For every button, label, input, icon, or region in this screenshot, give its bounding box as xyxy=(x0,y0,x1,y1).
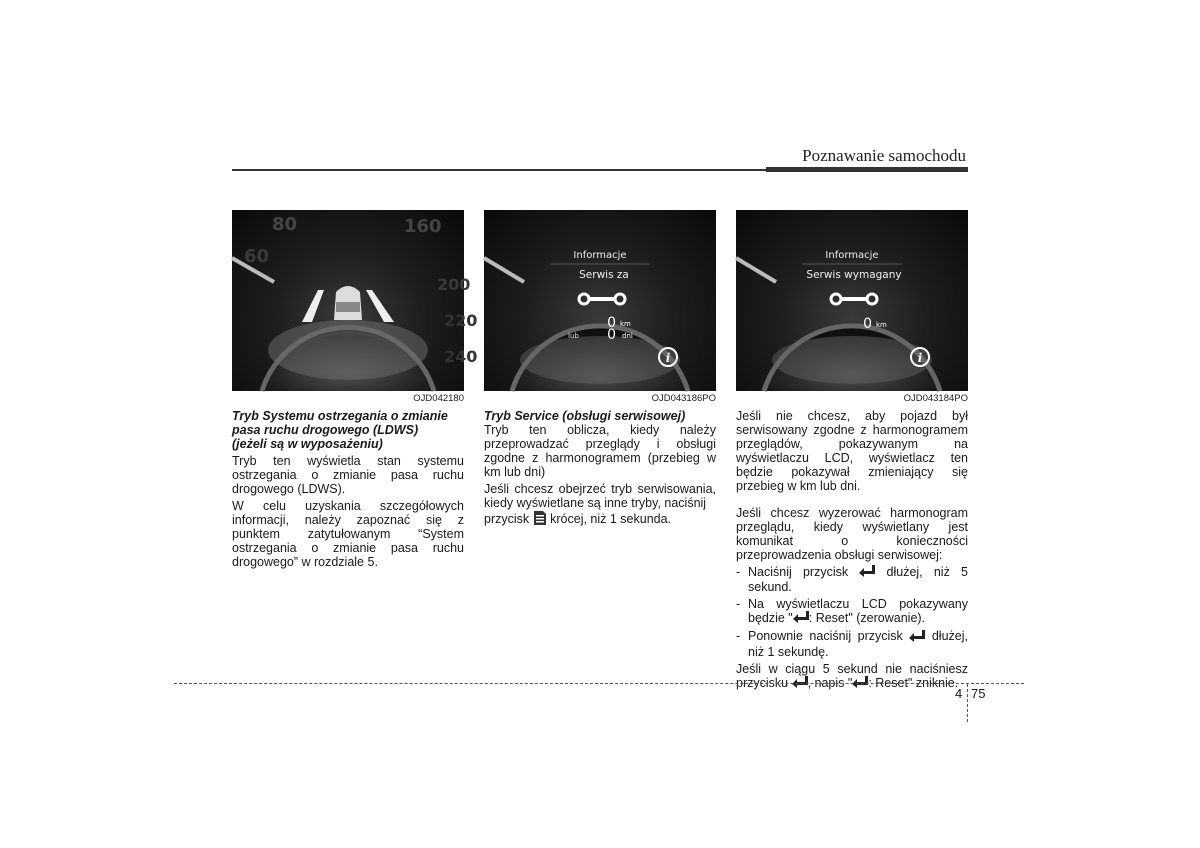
paragraph: Jeśli nie chcesz, aby pojazd był serwisowany zgodne z harmonogramem przeglądów, pokazywanym na wyświetlaczu LCD, wyświetlacz ten będzie pokazywał zmieniający się przebieg w km lub dni. xyxy=(736,409,968,493)
header-rule-accent xyxy=(766,167,968,172)
paragraph xyxy=(736,662,968,691)
gauge-tick-220: 220 xyxy=(444,311,478,330)
column-ldws xyxy=(232,210,478,572)
page-header-title: Poznawanie samochodu xyxy=(802,146,966,165)
paragraph: Tryb ten wyświetla stan systemu ostrzegania o zmianie pasa ruchu drogowego (LDWS). xyxy=(232,454,464,496)
enter-button-icon xyxy=(909,630,925,645)
screen-km-value: 0 xyxy=(863,316,872,332)
screen-title: Informacje xyxy=(825,250,879,261)
list-item-text: dłużej, niż 5 sekund. xyxy=(748,565,968,595)
service-required-display-image xyxy=(736,210,968,391)
column-service-reset xyxy=(736,210,968,694)
list-dash: - xyxy=(736,629,741,644)
gauge-tick-240: 240 xyxy=(444,347,478,366)
gauge-tick-200: 200 xyxy=(437,275,471,294)
footer-page-divider xyxy=(967,684,968,722)
enter-button-icon xyxy=(793,611,809,626)
screen-days-value: 0 xyxy=(607,327,616,343)
paragraph: Jeśli chcesz wyzerować harmonogram przeglądu, kiedy wyświetlany jest komunikat o konieczności przeprowadzenia obsługi serwisowej: xyxy=(736,506,968,562)
gauge-tick-60: 60 xyxy=(244,246,270,267)
svg-text:i: i xyxy=(917,351,923,365)
screen-subtitle: Serwis wymagany xyxy=(806,269,902,281)
figure-code: OJD043186PO xyxy=(651,393,716,404)
paragraph-continued xyxy=(484,510,716,529)
figure-code: OJD042180 xyxy=(413,393,464,404)
screen-days-unit: dni xyxy=(622,332,633,340)
paragraph-text: , napis " xyxy=(807,675,853,690)
footer-divider xyxy=(174,683,1024,684)
list-item xyxy=(736,629,968,658)
list-item-text: dłużej, niż 1 sekundę. xyxy=(748,629,968,659)
screen-km-unit: km xyxy=(620,320,631,328)
paragraph-text: Jeśli chcesz obejrzeć tryb serwisowania, kiedy wyświetlane są inne tryby, naciśnij xyxy=(484,482,716,510)
figure-code: OJD043184PO xyxy=(903,393,968,404)
svg-text:i: i xyxy=(665,351,671,365)
menu-button-icon xyxy=(533,510,547,529)
screen-km-unit: km xyxy=(876,321,887,329)
screen-km-value: 0 xyxy=(607,315,616,331)
section-heading-line: pasa ruchu drogowego (LDWS) xyxy=(232,423,419,437)
screen-title: Informacje xyxy=(573,250,627,261)
screen-subtitle: Serwis za xyxy=(579,269,629,281)
enter-button-icon xyxy=(859,565,875,580)
service-display-image xyxy=(484,210,716,391)
page-number: 75 xyxy=(971,686,986,701)
paragraph-text: przycisk xyxy=(484,511,530,526)
column-service xyxy=(484,210,716,532)
paragraph: W celu uzyskania szczegółowych informacji, należy zapoznać się z punktem zatytułowanym “System ostrzegania o zmianie pasa ruchu drogowego” w rozdziale 5. xyxy=(232,499,464,569)
list-item xyxy=(736,565,968,594)
list-item-text: : Reset" (zerowanie). xyxy=(808,611,926,626)
list-item-text: Na wyświetlaczu LCD pokazywany będzie " xyxy=(748,597,968,626)
screen-or-label: lub xyxy=(568,332,579,340)
ldws-display-image xyxy=(232,210,478,391)
chapter-number: 4 xyxy=(955,686,963,701)
wrench-icon xyxy=(831,294,877,304)
list-item-text: Naciśnij przycisk xyxy=(748,565,849,579)
section-heading-line: Tryb Systemu ostrzegania o zmianie xyxy=(232,409,448,423)
wrench-icon xyxy=(579,294,625,304)
list-item xyxy=(736,597,968,626)
list-dash: - xyxy=(736,565,741,579)
list-item-text: Ponownie naciśnij przycisk xyxy=(748,629,903,644)
paragraph: Tryb ten oblicza, kiedy należy przeprowadzać przeglądy i obsługi zgodne z harmonogramem (przebieg w km lub dni) xyxy=(484,423,716,479)
section-heading-line: (jeżeli są w wyposażeniu) xyxy=(232,437,383,451)
section-heading: Tryb Service (obsługi serwisowej) xyxy=(484,409,686,423)
gauge-tick-160: 160 xyxy=(404,216,442,237)
paragraph xyxy=(484,482,716,510)
list-dash: - xyxy=(736,597,741,612)
paragraph-text: krócej, niż 1 sekunda. xyxy=(550,511,672,526)
paragraph-text: : Reset" zniknie. xyxy=(868,675,959,690)
paragraph-text: Jeśli w ciągu 5 sekund nie naciśniesz przycisku xyxy=(736,661,968,690)
gauge-tick-80: 80 xyxy=(272,214,298,235)
